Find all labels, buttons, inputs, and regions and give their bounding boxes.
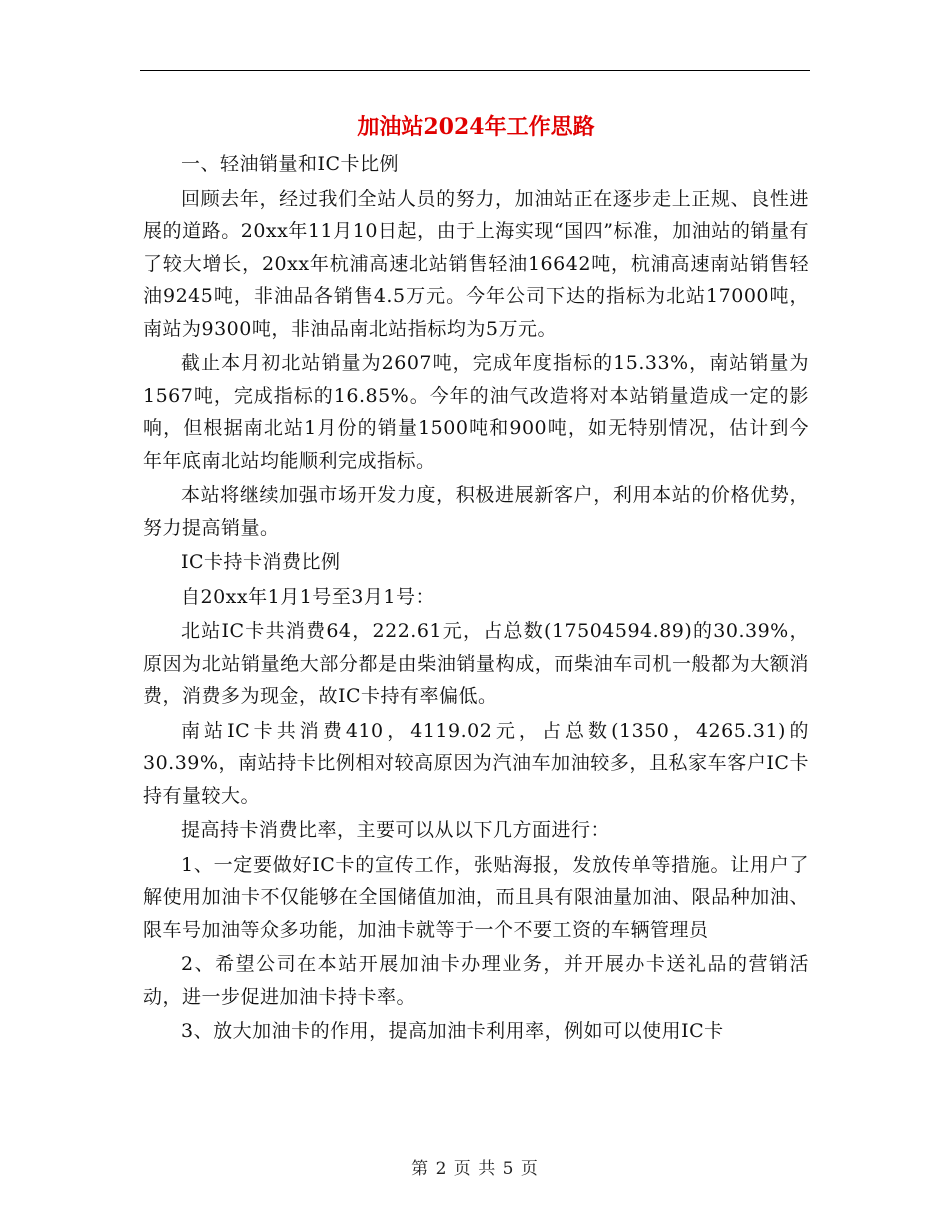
header-rule xyxy=(140,70,810,71)
document-title: 加油站2024年工作思路 xyxy=(357,114,595,140)
list-item: 2、希望公司在本站开展加油卡办理业务，并开展办卡送礼品的营销活动，进一步促进加油卡持卡率。 xyxy=(143,953,809,1008)
page-number-footer: 第 2 页 共 5 页 xyxy=(411,1159,539,1179)
section-heading-1: 一、轻油销量和IC卡比例 xyxy=(181,153,400,175)
list-item: 3、放大加油卡的作用，提高加油卡利用率，例如可以使用IC卡 xyxy=(181,1020,724,1042)
paragraph: 本站将继续加强市场开发力度，积极进展新客户，利用本站的价格优势，努力提高销量。 xyxy=(143,484,809,539)
paragraph: 提高持卡消费比率，主要可以从以下几方面进行： xyxy=(181,819,611,841)
paragraph: 北站IC卡共消费64，222.61元，占总数(17504594.89)的30.39%，原因为北站销量绝大部分都是由柴油销量构成，而柴油车司机一般都为大额消费，消费多为现金，故IC卡持有率偏低。 xyxy=(143,620,809,707)
paragraph: 南站IC卡共消费410，4119.02元，占总数(1350，4265.31)的30.39%，南站持卡比例相对较高原因为汽油车加油较多，且私家车客户IC卡持有量较大。 xyxy=(143,719,809,807)
list-item: 1、一定要做好IC卡的宣传工作，张贴海报，发放传单等措施。让用户了解使用加油卡不仅能够在全国储值加油，而且具有限油量加油、限品种加油、限车号加油等众多功能，加油卡就等于一个不要工资的车辆管理员 xyxy=(143,853,809,941)
paragraph: 截止本月初北站销量为2607吨，完成年度指标的15.33%，南站销量为1567吨，完成指标的16.85%。今年的油气改造将对本站销量造成一定的影响，但根据南北站1月份的销量1500吨和900吨，如无特别情况，估计到今年年底南北站均能顺利完成指标。 xyxy=(143,352,809,472)
paragraph: 自20xx年1月1号至3月1号： xyxy=(181,585,435,608)
subheading-ic-card-ratio: IC卡持卡消费比例 xyxy=(181,551,341,573)
paragraph: 回顾去年，经过我们全站人员的努力，加油站正在逐步走上正规、良性进展的道路。20xx年11月10日起，由于上海实现“国四”标准，加油站的销量有了较大增长，20xx年杭浦高速北站销售轻油16642吨，杭浦高速南站销售轻油9245吨，非油品各销售4.5万元。今年公司下达的指标为北站17000吨，南站为9300吨，非油品南北站指标均为5万元。 xyxy=(143,187,809,340)
document-body xyxy=(143,108,809,1050)
